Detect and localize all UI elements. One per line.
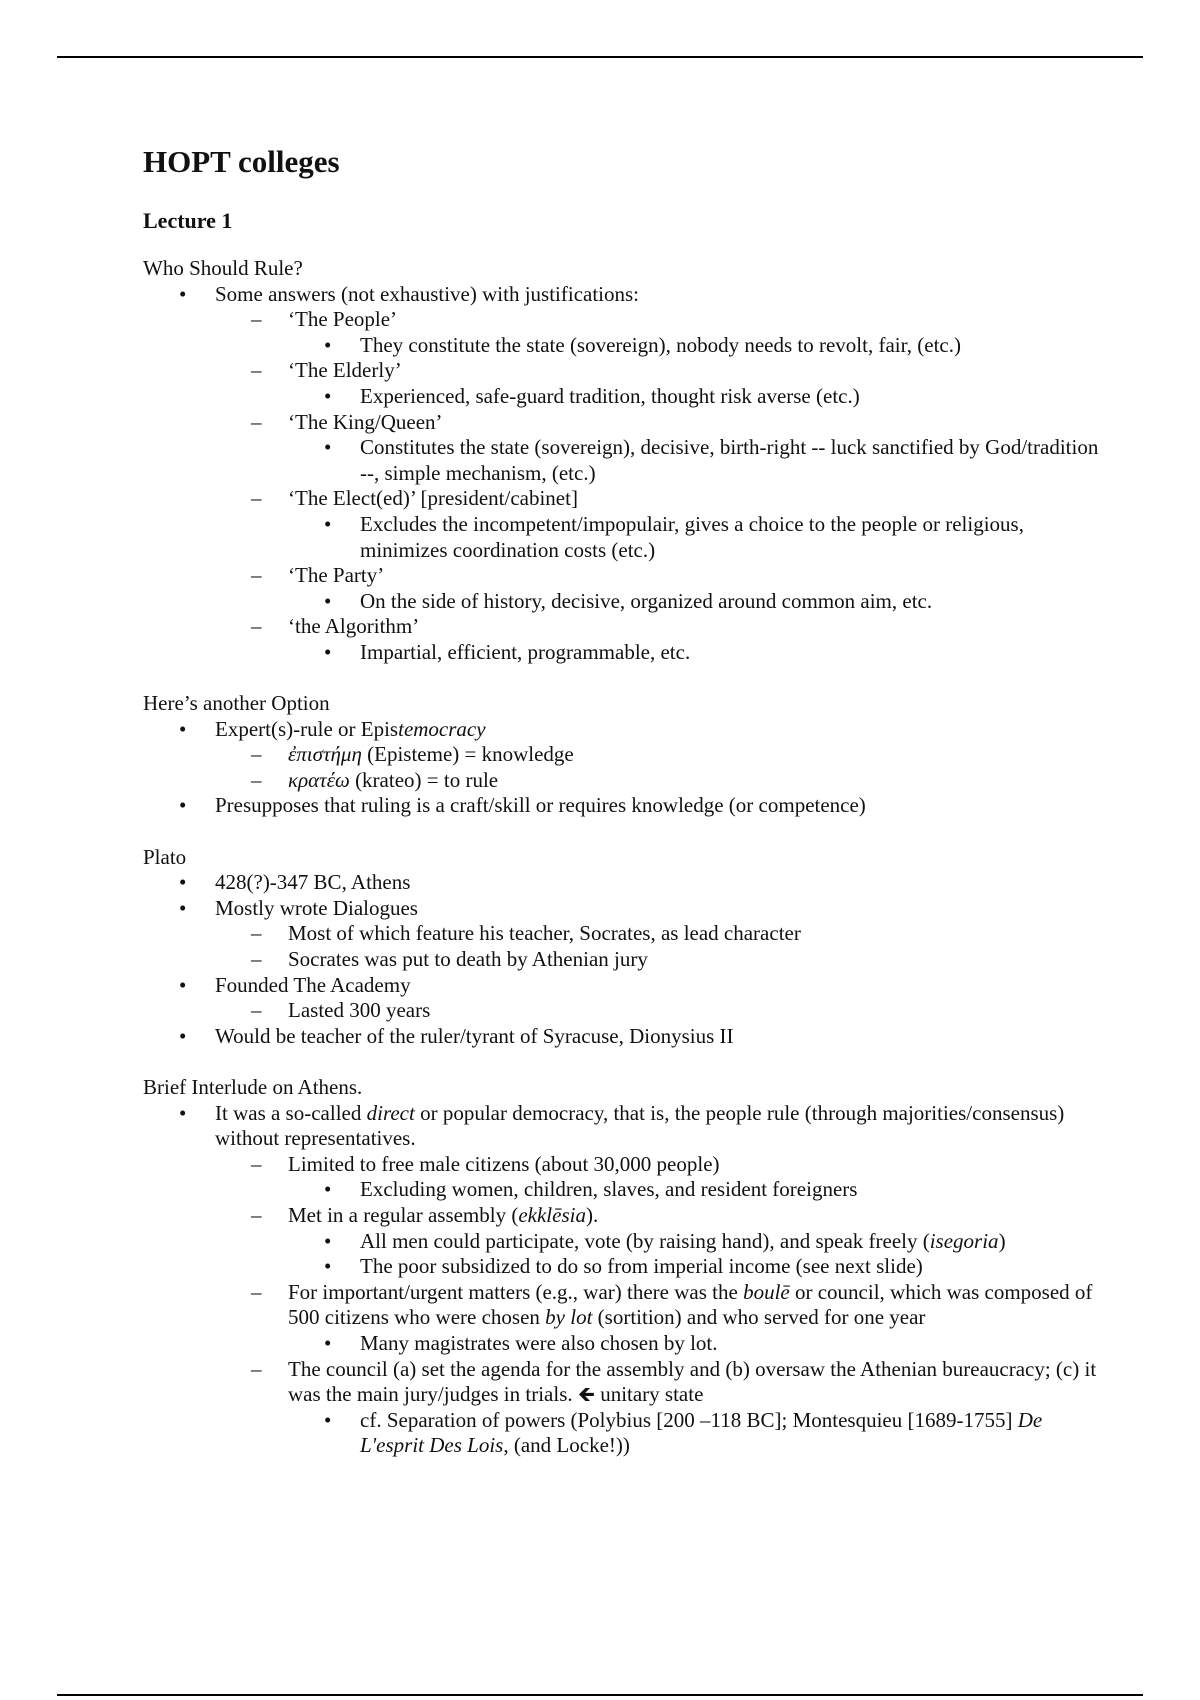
list-item-text: Mostly wrote Dialogues — [215, 895, 418, 920]
dash-marker: – — [251, 1356, 262, 1381]
bullet-marker: • — [324, 1254, 332, 1279]
list-item-text: Would be teacher of the ruler/tyrant of Syracuse, Dionysius II — [215, 1023, 734, 1048]
text-span: For important/urgent matters (e.g., war) there was the — [288, 1279, 744, 1304]
document-title: HOPT colleges — [143, 144, 340, 179]
option-label: ‘The People’ — [288, 307, 398, 332]
option-item — [143, 486, 1103, 512]
dash-marker: – — [251, 358, 262, 383]
top-rule — [57, 56, 1143, 58]
sub-item — [143, 1357, 1103, 1408]
dash-marker: – — [251, 998, 262, 1023]
list-item-text: Some answers (not exhaustive) with justifications: — [215, 281, 640, 306]
option-detail — [143, 589, 1103, 615]
sub-item — [143, 1203, 1103, 1229]
option-detail-text: Excludes the incompetent/impopulair, gives a choice to the people or religious, minimizes coordination costs (etc.) — [360, 511, 1024, 562]
dash-marker: – — [251, 1151, 262, 1176]
sub-sub-item — [143, 1177, 1103, 1203]
sub-item — [143, 1152, 1103, 1178]
list-item — [143, 793, 1103, 819]
text-span: (sortition) and who served for one year — [592, 1305, 926, 1330]
list-item — [143, 870, 1103, 896]
plato-heading: Plato — [143, 844, 187, 869]
italic-span: boulē — [743, 1279, 790, 1304]
text-span: or council, which was composed of 500 citizens who were chosen — [288, 1279, 1093, 1330]
who-should-rule-heading: Who Should Rule? — [143, 256, 303, 280]
bullet-marker: • — [324, 332, 332, 357]
italic-span: ekklēsia — [518, 1202, 586, 1227]
sub-item — [143, 921, 1103, 947]
sub-item-text: Most of which feature his teacher, Socrates, as lead character — [288, 921, 801, 946]
list-item — [143, 282, 1103, 308]
lecture-heading: Lecture 1 — [143, 208, 233, 233]
bullet-marker: • — [179, 281, 187, 306]
option-item — [143, 410, 1103, 436]
greek-word: κρατέω — [288, 767, 350, 792]
dash-marker: – — [251, 563, 262, 588]
dash-marker: – — [251, 614, 262, 639]
bullet-marker: • — [179, 1023, 187, 1048]
option-label: ‘The Party’ — [288, 563, 385, 588]
bullet-marker: • — [324, 511, 332, 536]
sub-sub-item — [143, 1229, 1103, 1255]
sub-sub-item — [143, 1331, 1103, 1357]
sub-sub-item — [143, 1254, 1103, 1280]
list-item — [143, 973, 1103, 999]
sub-item-text: Lasted 300 years — [288, 998, 431, 1023]
sub-sub-item — [143, 1408, 1103, 1459]
list-item — [143, 896, 1103, 922]
option-label: ‘The Elderly’ — [288, 358, 402, 383]
option-detail — [143, 384, 1103, 410]
text-span: or popular democracy, that is, the people rule (through majorities/consensus) without representatives. — [215, 1100, 1065, 1151]
greek-term — [143, 742, 1103, 768]
greek-term — [143, 768, 1103, 794]
list-item-text: 428(?)-347 BC, Athens — [215, 870, 411, 895]
option-item — [143, 358, 1103, 384]
bullet-marker: • — [324, 639, 332, 664]
option-item — [143, 307, 1103, 333]
option-item — [143, 614, 1103, 640]
option-label: ‘The King/Queen’ — [288, 409, 443, 434]
another-option-heading: Here’s another Option — [143, 691, 330, 716]
option-detail-text: Constitutes the state (sovereign), decisive, birth-right -- luck sanctified by God/tradition --, simple mechanism, (etc.) — [360, 435, 1099, 485]
sub-sub-item-text: Excluding women, children, slaves, and resident foreigners — [360, 1177, 858, 1202]
text-span: It was a so-called — [215, 1100, 367, 1125]
bullet-marker: • — [324, 588, 332, 613]
option-detail-text: Impartial, efficient, programmable, etc. — [360, 639, 691, 664]
greek-meaning: (Episteme) = knowledge — [361, 742, 574, 767]
bullet-marker: • — [324, 1407, 332, 1432]
bullet-marker: • — [179, 972, 187, 997]
bullet-marker: • — [179, 716, 187, 741]
expert-rule-italic: temocracy — [398, 716, 486, 741]
italic-span: De L'esprit Des Lois — [360, 1407, 1043, 1458]
sub-item — [143, 947, 1103, 973]
text-span: ). — [585, 1202, 599, 1227]
document-page — [143, 140, 1103, 1458]
dash-marker: – — [251, 742, 262, 767]
dash-marker: – — [251, 1202, 262, 1227]
bullet-marker: • — [179, 1100, 187, 1125]
arrow-left-icon: 🡸 — [577, 1382, 595, 1407]
text-span: ) — [998, 1228, 1006, 1253]
option-detail — [143, 512, 1103, 563]
list-item — [143, 1101, 1103, 1152]
dash-marker: – — [251, 486, 262, 511]
bullet-marker: • — [324, 1330, 332, 1355]
dash-marker: – — [251, 307, 262, 332]
text-span: Met in a regular assembly ( — [288, 1202, 519, 1227]
list-item-text: Founded The Academy — [215, 972, 411, 997]
list-item-text: Presupposes that ruling is a craft/skill or requires knowledge (or competence) — [215, 793, 866, 818]
text-span: All men could participate, vote (by raising hand), and speak freely ( — [360, 1228, 930, 1253]
text-span: cf. Separation of powers (Polybius [200 –118 BC]; Montesquieu [1689-1755] — [360, 1407, 1018, 1432]
sub-sub-item-text: Many magistrates were also chosen by lot. — [360, 1330, 718, 1355]
athens-list — [143, 1101, 1103, 1459]
option-detail — [143, 435, 1103, 486]
bottom-rule — [57, 1694, 1143, 1696]
option-label: ‘the Algorithm’ — [288, 614, 420, 639]
bullet-marker: • — [324, 383, 332, 408]
option-detail — [143, 640, 1103, 666]
dash-marker: – — [251, 409, 262, 434]
bullet-marker: • — [179, 793, 187, 818]
bullet-marker: • — [324, 435, 332, 460]
italic-span: by lot — [545, 1305, 593, 1330]
sub-item — [143, 1280, 1103, 1331]
plato-list — [143, 870, 1103, 1049]
text-span: The council (a) set the agenda for the assembly and (b) oversaw the Athenian bureaucracy; (c) it was the main jury/judges in trials. — [288, 1356, 1097, 1407]
expert-rule-text: Expert(s)-rule or Epis — [215, 716, 399, 741]
sub-item-text: Socrates was put to death by Athenian jury — [288, 947, 648, 972]
dash-marker: – — [251, 767, 262, 792]
greek-word: ἐπιστήμη — [288, 742, 362, 767]
dash-marker: – — [251, 947, 262, 972]
list-item — [143, 717, 1103, 743]
bullet-marker: • — [324, 1228, 332, 1253]
lecture-content — [143, 256, 1103, 1459]
italic-span: isegoria — [929, 1228, 999, 1253]
bullet-marker: • — [179, 870, 187, 895]
option-label: ‘The Elect(ed)’ [president/cabinet] — [288, 486, 578, 511]
sub-item — [143, 998, 1103, 1024]
another-option-list — [143, 717, 1103, 819]
list-item — [143, 1024, 1103, 1050]
bullet-marker: • — [324, 1177, 332, 1202]
bullet-marker: • — [179, 895, 187, 920]
who-should-rule-list — [143, 282, 1103, 666]
text-span: unitary state — [594, 1382, 704, 1407]
dash-marker: – — [251, 921, 262, 946]
option-item — [143, 563, 1103, 589]
option-detail-text: Experienced, safe-guard tradition, thought risk averse (etc.) — [360, 383, 860, 408]
option-detail-text: On the side of history, decisive, organized around common aim, etc. — [360, 588, 933, 613]
sub-item-text: Limited to free male citizens (about 30,000 people) — [288, 1151, 720, 1176]
dash-marker: – — [251, 1279, 262, 1304]
italic-span: direct — [366, 1100, 415, 1125]
greek-meaning: (krateo) = to rule — [349, 767, 499, 792]
sub-sub-item-text: The poor subsidized to do so from imperial income (see next slide) — [360, 1254, 923, 1279]
option-detail — [143, 333, 1103, 359]
athens-heading: Brief Interlude on Athens. — [143, 1075, 363, 1099]
option-detail-text: They constitute the state (sovereign), nobody needs to revolt, fair, (etc.) — [360, 332, 961, 357]
text-span: , (and Locke!)) — [503, 1433, 630, 1458]
